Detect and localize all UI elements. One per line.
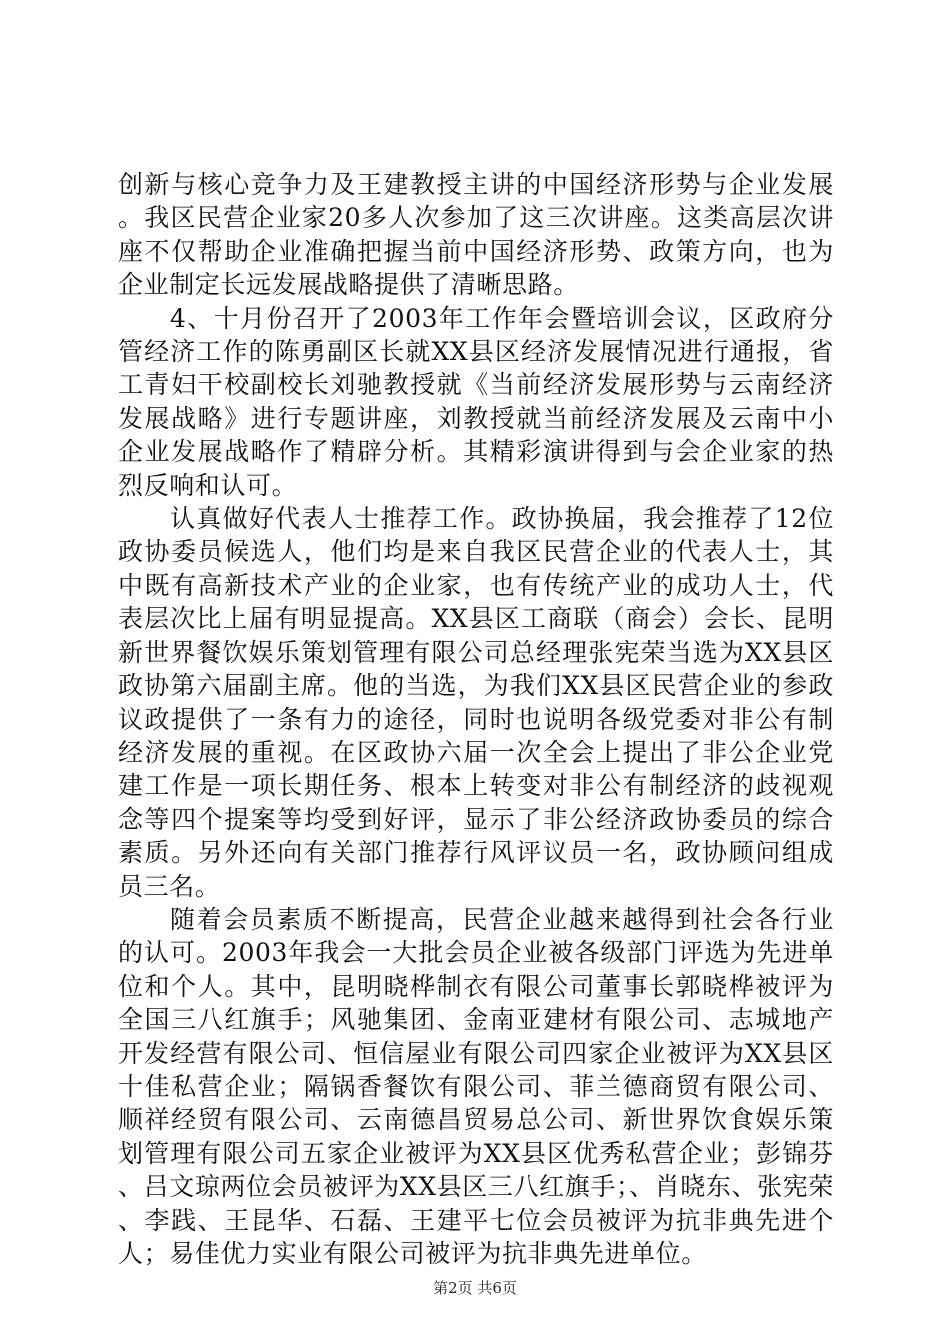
paragraph-2: 4、十月份召开了2003年工作年会暨培训会议，区政府分管经济工作的陈勇副区长就XX县区经济发展情况进行通报，省工青妇干校副校长刘驰教授就《当前经济发展形势与云南经济发展战略》进行专题讲座，刘教授就当前经济发展及云南中小企业发展战略作了精辟分析。其精彩演讲得到与会企业家的热烈反响和认可。 [118, 303, 834, 500]
paragraph-4: 随着会员素质不断提高，民营企业越来越得到社会各行业的认可。2003年我会一大批会员企业被各级部门评选为先进单位和个人。其中，昆明晓桦制衣有限公司董事长郭晓桦被评为全国三八红旗手；风驰集团、金南亚建材有限公司、志城地产开发经营有限公司、恒信屋业有限公司四家企业被评为XX县区十佳私营企业；隔锅香餐饮有限公司、菲兰德商贸有限公司、顺祥经贸有限公司、云南德昌贸易总公司、新世界饮食娱乐策划管理有限公司五家企业被评为XX县区优秀私营企业；彭锦芬、吕文琼两位会员被评为XX县区三八红旗手；、肖晓东、张宪荣、李践、王昆华、石磊、王建平七位会员被评为抗非典先进个人；易佳优力实业有限公司被评为抗非典先进单位。 [118, 904, 834, 1268]
document-body [118, 168, 834, 1270]
page-number-footer: 第2页 共6页 [433, 1279, 517, 1297]
paragraph-1: 创新与核心竞争力及王建教授主讲的中国经济形势与企业发展。我区民营企业家20多人次参加了这三次讲座。这类高层次讲座不仅帮助企业准确把握当前中国经济形势、政策方向，也为企业制定长远发展战略提供了清晰思路。 [118, 170, 834, 300]
paragraph-3: 认真做好代表人士推荐工作。政协换届，我会推荐了12位政协委员候选人，他们均是来自我区民营企业的代表人士，其中既有高新技术产业的企业家，也有传统产业的成功人士，代表层次比上届有明显提高。XX县区工商联（商会）会长、昆明新世界餐饮娱乐策划管理有限公司总经理张宪荣当选为XX县区政协第六届副主席。他的当选，为我们XX县区民营企业的参政议政提供了一条有力的途径，同时也说明各级党委对非公有制经济发展的重视。在区政协六届一次全会上提出了非公企业党建工作是一项长期任务、根本上转变对非公有制经济的歧视观念等四个提案等均受到好评，显示了非公经济政协委员的综合素质。另外还向有关部门推荐行风评议员一名，政协顾问组成员三名。 [118, 504, 834, 901]
